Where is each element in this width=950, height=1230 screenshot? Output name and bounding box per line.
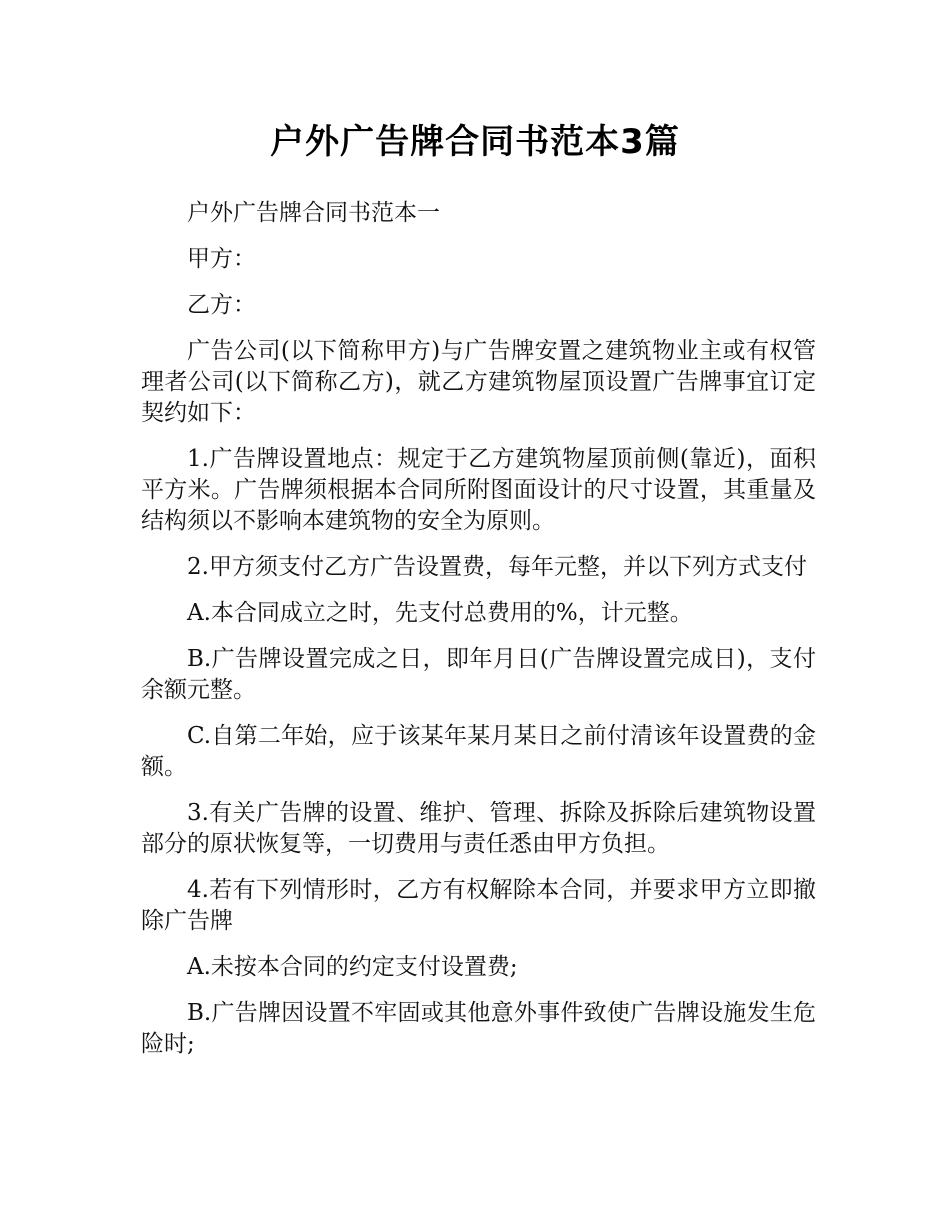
paragraph-clause-2a: A.本合同成立之时，先支付总费用的%，计元整。 bbox=[187, 600, 693, 626]
document-title: 户外广告牌合同书范本3篇 bbox=[270, 122, 680, 162]
paragraph-clause-1: 1.广告牌设置地点：规定于乙方建筑物屋顶前侧(靠近)，面积平方米。广告牌须根据本合同所附图面设计的尺寸设置，其重量及结构须以不影响本建筑物的安全为原则。 bbox=[141, 446, 816, 534]
paragraph-subtitle: 户外广告牌合同书范本一 bbox=[187, 200, 440, 226]
paragraph-clause-4: 4.若有下列情形时，乙方有权解除本合同，并要求甲方立即撤除广告牌 bbox=[141, 877, 816, 934]
paragraph-party-b: 乙方： bbox=[187, 292, 256, 318]
paragraph-clause-4a: A.未按本合同的约定支付设置费; bbox=[187, 954, 518, 980]
paragraph-clause-2b: B.广告牌设置完成之日，即年月日(广告牌设置完成日)，支付余额元整。 bbox=[141, 646, 816, 703]
paragraph-clause-4b: B.广告牌因设置不牢固或其他意外事件致使广告牌设施发生危险时; bbox=[141, 1000, 816, 1057]
paragraph-preamble: 广告公司(以下简称甲方)与广告牌安置之建筑物业主或有权管理者公司(以下简称乙方)，就乙方建筑物屋顶设置广告牌事宜订定契约如下： bbox=[141, 338, 816, 426]
document-body bbox=[141, 198, 816, 1075]
paragraph-clause-2c: C.自第二年始，应于该某年某月某日之前付清该年设置费的金额。 bbox=[141, 723, 816, 780]
paragraph-clause-2: 2.甲方须支付乙方广告设置费，每年元整，并以下列方式支付 bbox=[187, 554, 807, 580]
paragraph-clause-3: 3.有关广告牌的设置、维护、管理、拆除及拆除后建筑物设置部分的原状恢复等，一切费用与责任悉由甲方负担。 bbox=[141, 800, 816, 857]
paragraph-party-a: 甲方： bbox=[187, 246, 256, 272]
